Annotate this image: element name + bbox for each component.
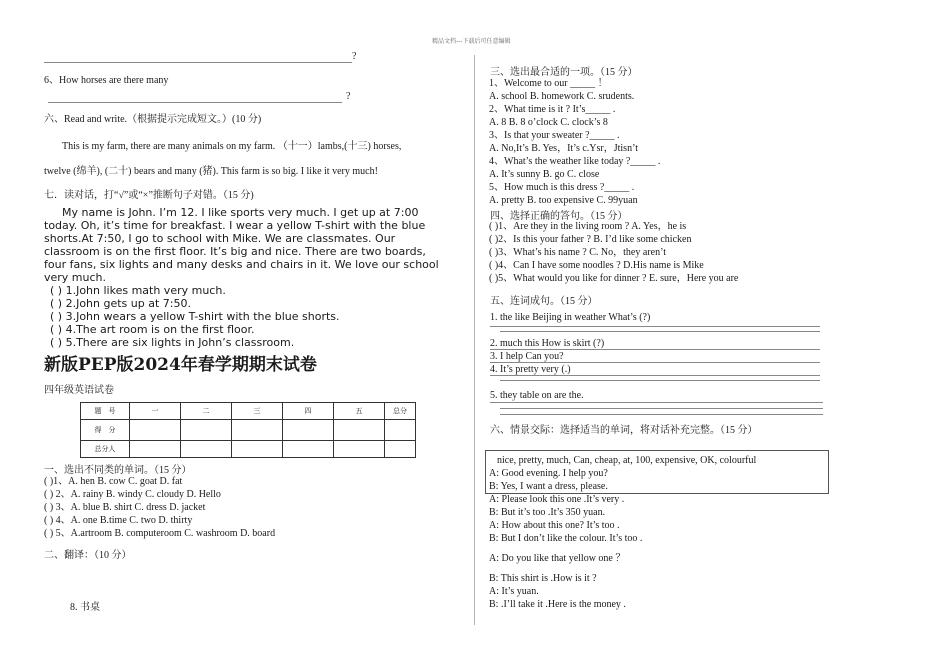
dialogue-line: A: Please look this one .It’s very . xyxy=(489,494,625,505)
dialogue-line: B: But I don’t like the colour. It’s too . xyxy=(489,533,643,544)
section-7-title: 七．读对话，打“√”或“×”推断句子对错。（15 分) xyxy=(44,190,254,201)
match-item: ( )1、Are they in the living room ? A. Yes，he is xyxy=(489,221,687,232)
sentence-item: 4. It’s pretty very (.) xyxy=(490,364,571,375)
exam-subtitle: 四年级英语试卷 xyxy=(44,385,114,396)
farm-text-line-1: This is my farm, there are many animals on my farm. （十一）lambs,(十三) horses, xyxy=(62,141,402,152)
section-6-title: 六、Read and write.（根据提示完成短文。）(10 分) xyxy=(44,114,262,125)
match-item: ( )2、Is this your father ? B. I’d like some chicken xyxy=(489,234,692,245)
score-cell[interactable] xyxy=(232,420,283,441)
mc-line: 5、How much is this dress ?_____ . xyxy=(489,182,635,193)
section-1-list xyxy=(44,475,275,540)
dialogue-line: A: How about this one? It’s too . xyxy=(489,520,620,531)
writing-line xyxy=(490,349,820,350)
score-header-cell: 题 号 xyxy=(81,403,130,420)
dialogue-line: A: Do you like that yellow one ？ xyxy=(489,553,626,564)
mc-line: A. 8 B. 8 o’clock C. clock’s 8 xyxy=(489,117,608,128)
translation-item: 8. 书桌 xyxy=(70,602,100,613)
score-cell[interactable] xyxy=(181,441,232,458)
score-header-cell: 四 xyxy=(283,403,334,420)
true-false-list xyxy=(50,284,462,349)
score-cell[interactable] xyxy=(181,420,232,441)
mc-line: 2、What time is it ? It’s_____ . xyxy=(489,104,616,115)
match-item: ( )3、What’s his name ? C. No，they aren’t xyxy=(489,247,666,258)
dialogue-line: A: Good evening. I help you? xyxy=(489,468,608,479)
word-bank: nice, pretty, much, Can, cheap, at, 100, expensive, OK, colourful xyxy=(497,455,757,466)
passage-line: My name is John. I’m 12. I like sports very much. I get up at 7:00 xyxy=(62,206,419,219)
passage-line: today. Oh, it’s time for breakfast. I wear a yellow T-shirt with the blue xyxy=(44,219,426,232)
score-header-cell: 五 xyxy=(334,403,385,420)
tf-item: ( ) 1.John likes math very much. xyxy=(50,284,226,297)
score-table xyxy=(80,402,416,458)
match-item: ( )4、Can I have some noodles ? D.His name is Mike xyxy=(489,260,704,271)
passage-line: classroom is on the first floor. It’s big and nice. There are two boards, xyxy=(44,245,426,258)
dialogue-line: B: .I’ll take it .Here is the money . xyxy=(489,599,626,610)
choice-item: ( ) 5、A.artroom B. computeroom C. washroom D. board xyxy=(44,528,276,539)
answer-line xyxy=(48,102,342,103)
choice-item: ( )1、A. hen B. cow C. goat D. fat xyxy=(44,476,183,487)
tf-item: ( ) 4.The art room is on the first floor. xyxy=(50,323,255,336)
q5-mark: ? xyxy=(352,51,357,62)
mc-line: A. pretty B. too expensive C. 99yuan xyxy=(489,195,638,206)
score-cell[interactable] xyxy=(385,420,416,441)
writing-line xyxy=(500,380,820,381)
tf-item: ( ) 5.There are six lights in John’s classroom. xyxy=(50,336,295,349)
q6-mark: ? xyxy=(346,91,351,102)
dialogue-line: A: It’s yuan. xyxy=(489,586,539,597)
score-row-label: 总分人 xyxy=(81,441,130,458)
score-header-cell: 总分 xyxy=(385,403,416,420)
tf-item: ( ) 3.John wears a yellow T-shirt with the blue shorts. xyxy=(50,310,340,323)
dialogue xyxy=(489,467,642,611)
section-3-title: 三、选出最合适的一项。（15 分） xyxy=(490,67,638,78)
choice-item: ( ) 3、A. blue B. shirt C. dress D. jacket xyxy=(44,502,206,513)
dialogue-line: B: Yes, I want a dress, please. xyxy=(489,481,608,492)
section-1-title: 一、选出不同类的单词。（15 分） xyxy=(44,465,192,476)
score-cell[interactable] xyxy=(385,441,416,458)
mc-line: 1、Welcome to our _____ ！ xyxy=(489,78,608,89)
writing-line xyxy=(490,375,820,376)
header-note: 精品文档---下载后可任意编辑 xyxy=(432,38,511,45)
section-4-list xyxy=(489,220,738,285)
score-cell[interactable] xyxy=(334,441,385,458)
score-cell[interactable] xyxy=(130,420,181,441)
farm-text-line-2: twelve (绵羊), (二十) bears and many (猪). This farm is so big. I like it very much! xyxy=(44,166,378,177)
mc-line: A. No,It’s B. Yes，It’s c.Ysr，Jtisn’t xyxy=(489,143,638,154)
writing-line xyxy=(490,362,820,363)
exam-title: 新版PEP版2024年春学期期末试卷 xyxy=(44,355,317,375)
score-row-label: 得 分 xyxy=(81,420,130,441)
score-header-cell: 三 xyxy=(232,403,283,420)
choice-item: ( ) 2、A. rainy B. windy C. cloudy D. Hello xyxy=(44,489,221,500)
section-5-title: 五、连词成句。（15 分） xyxy=(490,296,598,307)
score-header-cell: 一 xyxy=(130,403,181,420)
score-cell[interactable] xyxy=(334,420,385,441)
passage-line: four fans, six lights and many desks and chairs in it. We love our school xyxy=(44,258,439,271)
score-cell[interactable] xyxy=(283,441,334,458)
match-item: ( )5、What would you like for dinner ? E. sure，Here you are xyxy=(489,273,739,284)
sentence-item: 2. much this How is skirt (?) xyxy=(490,338,605,349)
writing-line xyxy=(500,331,820,332)
score-header-row xyxy=(81,403,416,420)
reading-passage xyxy=(44,206,456,284)
sentence-item: 1. the like Beijing in weather What’s (?) xyxy=(490,312,651,323)
sentence-item: 3. I help Can you? xyxy=(490,351,564,362)
mc-line: A. It’s sunny B. go C. close xyxy=(489,169,600,180)
writing-line xyxy=(500,408,823,409)
score-cell[interactable] xyxy=(130,441,181,458)
mc-line: A. school B. homework C. srudents. xyxy=(489,91,635,102)
section-6-right-title: 六、情景交际：选择适当的单词，将对话补充完整。（15 分） xyxy=(490,425,758,436)
passage-line: very much. xyxy=(44,271,107,284)
score-cell[interactable] xyxy=(283,420,334,441)
mc-line: 4、What’s the weather like today ?_____ . xyxy=(489,156,661,167)
passage-line: shorts.At 7:50, I go to school with Mike. We are classmates. Our xyxy=(44,232,396,245)
writing-line xyxy=(490,326,820,327)
answer-line xyxy=(44,62,352,63)
section-2-title: 二、翻译：（10 分） xyxy=(44,550,132,561)
column-divider xyxy=(474,55,475,625)
sentence-item: 5. they table on are the. xyxy=(490,390,584,401)
q6-words: 6、How horses are there many xyxy=(44,75,169,86)
section-4-title: 四、选择正确的答句。（15 分） xyxy=(490,211,628,222)
dialogue-line: B: This shirt is .How is it ? xyxy=(489,573,597,584)
writing-line xyxy=(490,402,823,403)
score-header-cell: 二 xyxy=(181,403,232,420)
tf-item: ( ) 2.John gets up at 7:50. xyxy=(50,297,191,310)
dialogue-line: B: But it’s too .It’s 350 yuan. xyxy=(489,507,606,518)
mc-line: 3、Is that your sweater ?_____ . xyxy=(489,130,620,141)
score-cell[interactable] xyxy=(232,441,283,458)
writing-line xyxy=(500,414,823,415)
scorer-row xyxy=(81,441,416,458)
choice-item: ( ) 4、A. one B.time C. two D. thirty xyxy=(44,515,193,526)
section-3-list xyxy=(489,77,660,207)
score-row xyxy=(81,420,416,441)
